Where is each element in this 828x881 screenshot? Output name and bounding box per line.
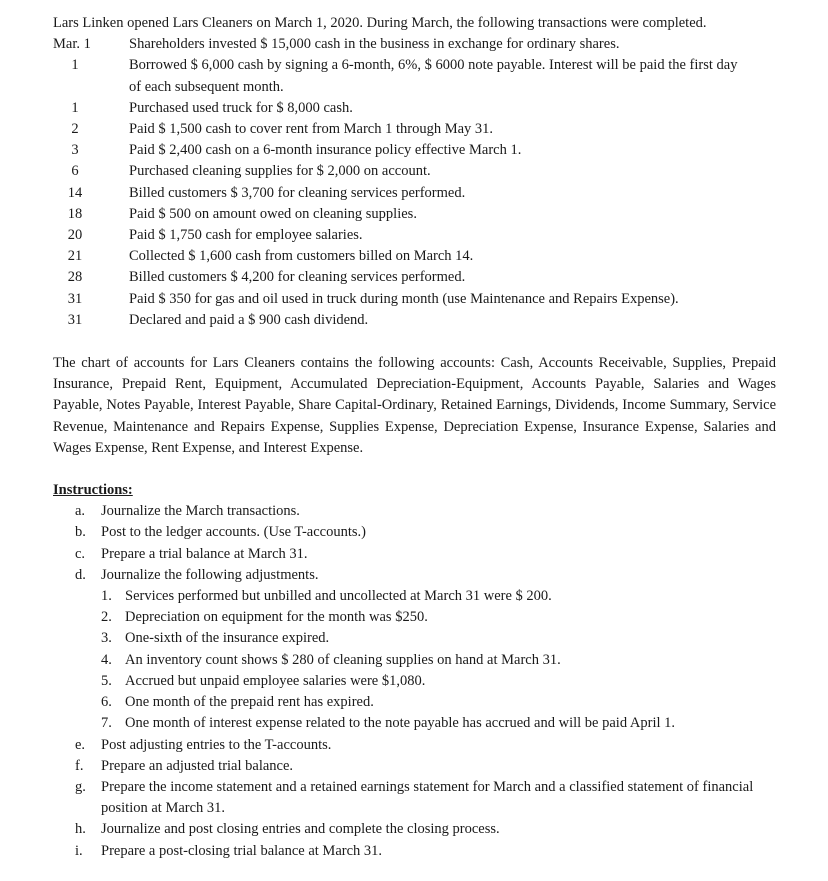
- transaction-text: Paid $ 350 for gas and oil used in truck during month (use Maintenance and Repairs Expense).: [129, 290, 679, 307]
- adjustment-text: One month of the prepaid rent has expired.: [125, 694, 374, 711]
- instruction-label: b.: [75, 524, 86, 541]
- adjustment-label: 4.: [101, 651, 112, 668]
- instruction-item: [75, 735, 776, 756]
- transaction-date: 14: [67, 184, 83, 201]
- transaction-text: Billed customers $ 3,700 for cleaning services performed.: [129, 184, 466, 201]
- transaction-text: Paid $ 1,750 cash for employee salaries.: [129, 227, 363, 244]
- adjustment-text: Accrued but unpaid employee salaries were $1,080.: [125, 672, 426, 689]
- transaction-date: 2: [71, 121, 79, 138]
- instructions-heading: Instructions:: [53, 482, 133, 499]
- instruction-item: [75, 819, 776, 840]
- transaction-row: [53, 310, 776, 331]
- adjustment-label: 3.: [101, 630, 112, 647]
- adjustment-text: Depreciation on equipment for the month was $250.: [125, 609, 428, 626]
- transaction-row: [53, 161, 776, 182]
- transaction-row: [53, 246, 776, 267]
- instruction-label: h.: [75, 821, 86, 838]
- adjustment-item: [101, 713, 776, 734]
- transaction-date: Mar. 1: [53, 36, 91, 53]
- adjustment-text: One month of interest expense related to the note payable has accrued and will be paid April 1.: [125, 715, 676, 732]
- transaction-date: 18: [67, 205, 83, 222]
- transaction-list: [53, 34, 776, 331]
- instruction-label: g.: [75, 778, 86, 795]
- instruction-label: a.: [75, 503, 86, 520]
- transaction-date: 31: [67, 311, 83, 328]
- transaction-text: Paid $ 2,400 cash on a 6-month insurance policy effective March 1.: [129, 142, 522, 159]
- instruction-label: f.: [75, 757, 84, 774]
- instructions-list: [75, 501, 776, 861]
- transaction-date: 28: [67, 269, 83, 286]
- transaction-text: Billed customers $ 4,200 for cleaning services performed.: [129, 269, 466, 286]
- transaction-row: [53, 289, 776, 310]
- instruction-item: [75, 841, 776, 862]
- adjustment-label: 7.: [101, 715, 112, 732]
- transaction-row: [53, 204, 776, 225]
- transaction-row: [53, 225, 776, 246]
- adjustment-item: [101, 671, 776, 692]
- adjustment-item: [101, 650, 776, 671]
- instruction-item: [75, 565, 776, 586]
- transaction-text: Declared and paid a $ 900 cash dividend.: [129, 311, 369, 328]
- instruction-item: [75, 756, 776, 777]
- transaction-date: 31: [67, 290, 83, 307]
- transaction-row: [53, 183, 776, 204]
- adjustment-item: [101, 628, 776, 649]
- adjustment-item: [101, 586, 776, 607]
- transaction-row: [53, 55, 776, 97]
- adjustment-item: [101, 607, 776, 628]
- instruction-label: e.: [75, 736, 86, 753]
- transaction-date: 1: [71, 57, 79, 74]
- instruction-item: [75, 544, 776, 565]
- instruction-text: Prepare a trial balance at March 31.: [101, 545, 308, 562]
- adjustment-text: Services performed but unbilled and uncollected at March 31 were $ 200.: [125, 588, 552, 605]
- transaction-row: [53, 140, 776, 161]
- transaction-text: Shareholders invested $ 15,000 cash in the business in exchange for ordinary shares.: [129, 36, 620, 53]
- adjustments-list: [101, 586, 776, 734]
- adjustment-label: 6.: [101, 694, 112, 711]
- instruction-label: i.: [75, 842, 83, 859]
- chart-of-accounts-paragraph: The chart of accounts for Lars Cleaners contains the following accounts: Cash, Accounts Receivable, Supplies, Prepaid Insurance, Prepaid Rent, Equipment, Accumulated Depreciation-Equipment, Accounts Payable, Salaries and Wages Payable, Notes Payable, Interest Payable, Share Capital-Ordinary, Retained Earnings, Dividends, Income Summary, Service Revenue, Maintenance and Repairs Expense, Supplies Expense, Depreciation Expense, Insurance Expense, Salaries and Wages Expense, Rent Expense, and Interest Expense.: [53, 355, 776, 456]
- transaction-row: [53, 267, 776, 288]
- instruction-text: Prepare the income statement and a retained earnings statement for March and a classified statement of financial position at March 31.: [101, 778, 754, 817]
- transaction-text: Borrowed $ 6,000 cash by signing a 6-month, 6%, $ 6000 note payable. Interest will be paid the first day of each subsequent month.: [129, 57, 738, 95]
- transaction-row: [53, 119, 776, 140]
- adjustment-text: An inventory count shows $ 280 of cleaning supplies on hand at March 31.: [125, 651, 561, 668]
- instruction-text: Journalize the following adjustments.: [101, 566, 319, 583]
- instruction-text: Journalize and post closing entries and complete the closing process.: [101, 821, 500, 838]
- transaction-date: 20: [67, 227, 83, 244]
- instruction-text: Journalize the March transactions.: [101, 503, 300, 520]
- intro-paragraph: Lars Linken opened Lars Cleaners on March 1, 2020. During March, the following transactions were completed.: [53, 15, 707, 31]
- transaction-text: Paid $ 1,500 cash to cover rent from March 1 through May 31.: [129, 121, 494, 138]
- transaction-text: Purchased cleaning supplies for $ 2,000 on account.: [129, 163, 431, 180]
- adjustment-item: [101, 692, 776, 713]
- adjustment-label: 2.: [101, 609, 112, 626]
- transaction-date: 21: [67, 248, 83, 265]
- transaction-text: Collected $ 1,600 cash from customers billed on March 14.: [129, 248, 474, 265]
- instruction-item: [75, 777, 776, 819]
- adjustment-text: One-sixth of the insurance expired.: [125, 630, 330, 647]
- instruction-item: [75, 501, 776, 522]
- instruction-text: Prepare a post-closing trial balance at March 31.: [101, 842, 383, 859]
- instruction-text: Post to the ledger accounts. (Use T-accounts.): [101, 524, 366, 541]
- adjustment-label: 5.: [101, 672, 112, 689]
- transaction-row: [53, 98, 776, 119]
- transaction-date: 1: [71, 99, 79, 116]
- transaction-text: Paid $ 500 on amount owed on cleaning supplies.: [129, 205, 417, 222]
- instruction-label: c.: [75, 545, 86, 562]
- transaction-text: Purchased used truck for $ 8,000 cash.: [129, 99, 353, 116]
- instruction-item: [75, 522, 776, 543]
- instruction-label: d.: [75, 566, 86, 583]
- instruction-text: Post adjusting entries to the T-accounts.: [101, 736, 332, 753]
- transaction-date: 3: [71, 142, 79, 159]
- transaction-row: [53, 34, 776, 55]
- transaction-date: 6: [71, 163, 79, 180]
- instruction-text: Prepare an adjusted trial balance.: [101, 757, 294, 774]
- adjustment-label: 1.: [101, 588, 112, 605]
